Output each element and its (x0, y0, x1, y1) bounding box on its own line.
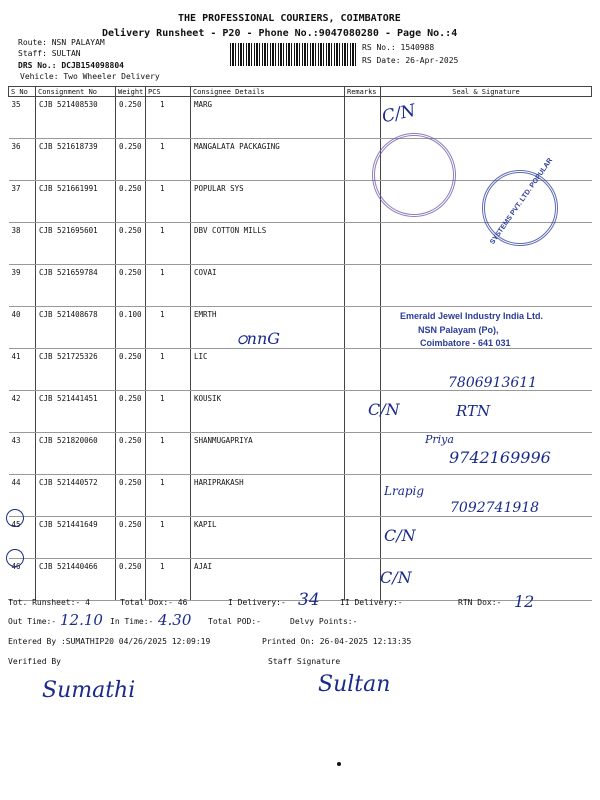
cell-consignee: KOUSIK (191, 391, 345, 433)
round-seal-stamp (372, 133, 456, 217)
table-row (9, 391, 592, 433)
delvy-points: Delvy Points:- (290, 617, 358, 626)
vehicle: Vehicle: Two Wheeler Delivery (20, 72, 160, 81)
rtn-dox-value: 12 (514, 592, 535, 611)
cell-weight: 0.250 (116, 475, 146, 517)
cell-pcs: 1 (146, 97, 191, 139)
cell-cn: CJB 521618739 (36, 139, 116, 181)
circle-mark (6, 549, 24, 567)
cell-pcs: 1 (146, 265, 191, 307)
cell-consignee: AJAI (191, 559, 345, 601)
staff-signature-label: Staff Signature (268, 657, 341, 666)
rs-date: RS Date: 26-Apr-2025 (362, 56, 459, 65)
handwritten-remark: ഠnnG (236, 329, 281, 348)
cell-sno: 39 (9, 265, 36, 307)
handwritten-phone: 7092741918 (450, 500, 540, 516)
cell-weight: 0.250 (116, 433, 146, 475)
col-consignment: Consignment No (36, 87, 116, 97)
handwritten-cn: C/N (380, 100, 418, 128)
cell-consignee: COVAI (191, 265, 345, 307)
cell-cn: CJB 521820060 (36, 433, 116, 475)
emerald-stamp-line3: Coimbatore - 641 031 (420, 338, 511, 348)
ii-delivery-label: II Delivery:- (340, 598, 403, 607)
emerald-stamp-line1: Emerald Jewel Industry India Ltd. (400, 311, 544, 321)
staff-signature: Sultan (318, 672, 391, 697)
cell-pcs: 1 (146, 349, 191, 391)
cell-pcs: 1 (146, 475, 191, 517)
handwritten-cn: C/N (384, 526, 416, 545)
cell-weight: 0.250 (116, 391, 146, 433)
cell-consignee: HARIPRAKASH (191, 475, 345, 517)
drs-number: DRS No.: DCJB154098804 (18, 61, 124, 70)
cell-cn: CJB 521440572 (36, 475, 116, 517)
cell-consignee: SHANMUGAPRIYA (191, 433, 345, 475)
cell-consignee: LIC (191, 349, 345, 391)
cell-pcs: 1 (146, 223, 191, 265)
cell-sno: 46 (9, 559, 36, 601)
cell-weight: 0.250 (116, 265, 146, 307)
company-name: THE PROFESSIONAL COURIERS, COIMBATORE (178, 13, 401, 24)
table-row (9, 265, 592, 307)
table-row (9, 517, 592, 559)
cell-cn: CJB 521408530 (36, 97, 116, 139)
cell-sno: 37 (9, 181, 36, 223)
cell-pcs: 1 (146, 391, 191, 433)
cell-cn: CJB 521441649 (36, 517, 116, 559)
out-time-value: 12.10 (60, 611, 103, 629)
cell-cn: CJB 521408678 (36, 307, 116, 349)
cell-weight: 0.250 (116, 559, 146, 601)
in-time-value: 4.30 (158, 611, 192, 629)
cell-sno: 36 (9, 139, 36, 181)
cell-pcs: 1 (146, 181, 191, 223)
cell-consignee: EMRTH (191, 307, 345, 349)
cell-consignee: DBV COTTON MILLS (191, 223, 345, 265)
route: Route: NSN PALAYAM (18, 38, 105, 47)
cell-weight: 0.250 (116, 97, 146, 139)
runsheet-title: Delivery Runsheet - P20 - Phone No.:9047080280 - Page No.:4 (102, 28, 458, 39)
staff: Staff: SULTAN (18, 49, 81, 58)
verified-signature: Sumathi (42, 678, 136, 703)
handwritten-name: Lrapig (384, 484, 425, 498)
table-row (9, 97, 592, 139)
entered-by: Entered By :SUMATHIP20 04/26/2025 12:09:19 (8, 637, 211, 646)
rtn-dox-label: RTN Dox:- (458, 598, 502, 607)
cell-cn: CJB 521695601 (36, 223, 116, 265)
col-seal: Seal & Signature (381, 87, 592, 97)
cell-weight: 0.250 (116, 517, 146, 559)
col-weight: Weight (116, 87, 146, 97)
cell-sno: 35 (9, 97, 36, 139)
cell-weight: 0.250 (116, 139, 146, 181)
cell-weight: 0.250 (116, 349, 146, 391)
rs-number: RS No.: 1540988 (362, 43, 435, 52)
cell-consignee: MANGALATA PACKAGING (191, 139, 345, 181)
verified-by-label: Verified By (8, 657, 61, 666)
emerald-stamp-line2: NSN Palayam (Po), (418, 325, 499, 335)
handwritten-cn: C/N (380, 568, 412, 587)
handwritten-phone: 9742169996 (449, 448, 551, 467)
handwritten-phone: 7806913611 (448, 375, 538, 391)
barcode (230, 43, 356, 66)
cell-cn: CJB 521725326 (36, 349, 116, 391)
cell-pcs: 1 (146, 433, 191, 475)
cell-weight: 0.250 (116, 223, 146, 265)
col-remarks: Remarks (345, 87, 381, 97)
total-dox: Total Dox:- 46 (120, 598, 188, 607)
total-pod: Total POD:- (208, 617, 261, 626)
cell-pcs: 1 (146, 517, 191, 559)
i-delivery-value: 34 (298, 590, 320, 610)
cell-pcs: 1 (146, 139, 191, 181)
cell-consignee: POPULAR SYS (191, 181, 345, 223)
cell-consignee: KAPIL (191, 517, 345, 559)
cell-sno: 40 (9, 307, 36, 349)
cell-sno: 42 (9, 391, 36, 433)
tot-runsheet: Tot. Runsheet:- 4 (8, 598, 90, 607)
popular-stamp-text: SYSTEMS PVT. LTD. POPULAR (489, 157, 555, 246)
cell-cn: CJB 521659784 (36, 265, 116, 307)
printed-on: Printed On: 26-04-2025 12:13:35 (262, 637, 412, 646)
cell-cn: CJB 521441451 (36, 391, 116, 433)
i-delivery-label: I Delivery:- (228, 598, 286, 607)
cell-pcs: 1 (146, 307, 191, 349)
cell-sno: 45 (9, 517, 36, 559)
cell-weight: 0.100 (116, 307, 146, 349)
circle-mark (6, 509, 24, 527)
cell-pcs: 1 (146, 559, 191, 601)
cell-sno: 41 (9, 349, 36, 391)
col-sno: S No (9, 87, 36, 97)
cell-sno: 44 (9, 475, 36, 517)
handwritten-cn: C/N (368, 400, 400, 419)
dot-mark (337, 762, 341, 766)
cell-cn: CJB 521661991 (36, 181, 116, 223)
cell-cn: CJB 521440466 (36, 559, 116, 601)
col-pcs: PCS (146, 87, 191, 97)
table-header-row (9, 87, 592, 97)
cell-sno: 43 (9, 433, 36, 475)
handwritten-rtn: RTN (456, 402, 491, 420)
out-time-label: Out Time:- (8, 617, 57, 626)
cell-weight: 0.250 (116, 181, 146, 223)
handwritten-name: Priya (425, 433, 454, 446)
cell-consignee: MARG (191, 97, 345, 139)
cell-sno: 38 (9, 223, 36, 265)
col-consignee: Consignee Details (191, 87, 345, 97)
in-time-label: In Time:- (110, 617, 154, 626)
